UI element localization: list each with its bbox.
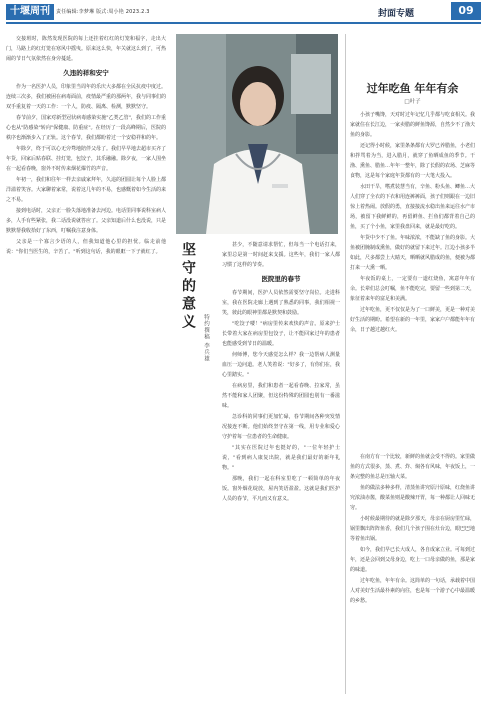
paragraph: 如今，我们早已长大成人，各自成家立业。可每到过年，还是会回到父母身边，吃上一口母亲做的鱼，那是家的味道。: [350, 547, 475, 573]
page-header: [0, 0, 487, 22]
article2-column2: [350, 452, 475, 698]
doctor-photo-illustration: [176, 34, 338, 234]
section-heading: 久违的祥和安宁: [63, 69, 109, 77]
paragraph: 年初一，我们和往年一样去亲戚家拜年，久违的团圆让每个人脸上都洋溢着笑容。大家聊着家常，说着这几年的不易，也感慨着如今生活的来之不易。: [6, 177, 166, 203]
paragraph: 春节前夕，国家对新型冠状病毒感染实施"乙类乙管"，我们的工作重心也从"防感染"转向"保健康、防重症"。在经历了一段高峰期后，医院的秩序也渐渐步入了正轨。这个春节，我们都盼着过一个安稳祥和的年。: [6, 115, 166, 141]
paragraph: 急诊科的同事们更加忙碌，春节期间各种突发情况接连不断。他们始终坚守在第一线，用专业和爱心守护着每一位患者的生命健康。: [222, 414, 340, 440]
section-title: 封面专题: [378, 9, 415, 19]
paragraph: 那晚，我们一起在科室里吃了一顿简单的年夜饭。窗外烟花绽放，屋内笑语盈盈。这就是我们医护人员的春节，平凡而又有意义。: [222, 476, 340, 502]
paragraph: 鱼的做法多种多样，清蒸鱼讲究原汁原味，红烧鱼讲究浓油赤酱，酸菜鱼则是酸辣开胃，每一种都让人回味无穷。: [350, 485, 475, 511]
article1-column1: [6, 34, 166, 698]
paragraph: 何师傅，您今天感觉怎么样？我一边帮病人测量血压一边问道。老人笑着说："好多了，有你们在，我心里踏实。": [222, 352, 340, 378]
article2-column1: [350, 110, 475, 450]
section-heading: 医院里的春节: [261, 275, 301, 283]
paragraph: 甚少，不随意请求帮忙，但每当一个电话打来，家里总是第一时间赶来支援。这些年，我们一家人都习惯了这样的节奏。: [222, 242, 340, 268]
paragraph: "吃饺子喽！"病房里传来欢快的声音。原来护士长带着大家在病房里包饺子，让不能回家过年的患者也能感受到节日的温暖。: [222, 321, 340, 347]
article1-title: 坚守的意义: [180, 242, 196, 332]
paragraph: 接到电话时，父亲正一脸失落地准备去河边。电话里同事说科室病人多，人手有些紧张，我二话没说就答应了。父亲知道后什么也没说，只是默默帮我收拾好了东西，叮嘱我注意身体。: [6, 208, 166, 234]
paragraph: 小孩子嘴馋，天对时过年记忆几乎都与吃食相关。我家就住在长江边，一家卖腊的鲜鱼馋源，自然少不了渔夫鱼的身影。: [350, 112, 475, 138]
masthead-brand: 十堰周刊: [6, 4, 54, 20]
article1-title-block: [178, 242, 216, 502]
article1-column2: [222, 240, 340, 698]
paragraph: 交接班时，陈然发现医院的每上还挂着红红的灯笼和福字，走出大门，马路上的红灯笼在寒风中摇曳。原来这么快，年关就这么到了，可热闹的节日气氛依然在身旁蔓延。: [6, 36, 166, 62]
paragraph: 春节期间，医护人员依然需要坚守岗位。走进科室，我在医院走廊上遇到了熟悉的同事，我们相视一笑，彼此的眼神里都是默契和鼓励。: [222, 290, 340, 316]
article2-author: □叶子: [404, 99, 421, 105]
paragraph: 过年吃鱼，更不仅仅是为了一口鲜美，更是一种对美好生活的期盼。希望在新的一年里，家家户户都能年年有余，日子越过越红火。: [350, 307, 475, 333]
article1-photo: [176, 34, 338, 234]
paragraph: 水田干旱，嗜煮装慧当有，辛鱼、粉头鱼、鲫鱼…大人们穿了全衣的下衣和用连裤裤面，孩子们则跟在一边旧惊上着热闹。放假的勇，直接接流水稳出鱼来运往水产市场，被留下我鲜鲜的，再留鲜鱼、拦鱼们都背着自己的鱼，买了个小鱼，家里我盘回来，就是最好吃的。: [350, 184, 475, 230]
paragraph: 过年吃鱼，年年有余。这简单的一句话，承载着中国人对美好生活最朴素的向往，也是每一个游子心中最温暖的乡愁。: [350, 578, 475, 604]
paragraph: 还记得小时候，家里条条都有大罗已养腊鱼，小老们和拌骂着为当，进入腊月，就穿了鱼晒成鱼的季节。干渔、熏鱼、腊鱼…年年一整年，除了长假的农场、芝麻等食物，这是每个家庭年货都有的一大笔大投入。: [350, 143, 475, 179]
page-number: 09: [451, 2, 481, 20]
paragraph: 小时候最期待的就是除夕那天，母亲在厨房里忙碌，锅里飘出阵阵鱼香，我们几个孩子围在灶台边，眼巴巴地等着鱼出锅。: [350, 516, 475, 542]
article1-byline: 特约撰稿 李兵雄: [203, 314, 209, 363]
editor-credits: 责任编辑:李梦琳 版式:周小艳 2023.2.3: [56, 9, 150, 15]
paragraph: 年除夕，终于可以心无旁骛地陪伴父母了。我们早早地去超市买齐了年货，回家后贴春联、挂灯笼，包饺子，其乐融融。除夕夜，一家人围坐在一起看春晚，窗外不时传来烟花爆竹的声音。: [6, 146, 166, 172]
paragraph: 父亲是一个寡言少语的人，但我知道他心里的担忧。临走前他说："你们当医生的，辛苦了。"听到这句话，我的眼眶一下子就红了。: [6, 239, 166, 255]
article2-title: 过年吃鱼 年年有余: [366, 82, 459, 95]
column-divider: [345, 34, 346, 694]
paragraph: 作为一名医护人员，印象里当周年的乐庆大多都在全民抗疫中度过。连续三次多，我们被困在病毒面前，疫情最严重的那两年，我与同事们的双手重复着一天的工作：一个人，防疫、隔离、检测，默默坚守。: [6, 84, 166, 110]
paragraph: 在病房里，我们和患者一起看春晚、拉家常，虽然不能和家人团聚，但这份特殊的团圆也别有一番滋味。: [222, 383, 340, 409]
paragraph: 年货中少不了鱼。年味浓浓，不能缺了鱼的身影。大鱼被团腌制成熏鱼，做好的就留下来过年。江边小孩多半如此，尺多都尝上大睛天，晒晒就风腊成的鱼，便被为都打来一大熏一晒。: [350, 235, 475, 271]
paragraph: 在南方有一个比较，新鲜的鱼就会受不得的。家里做鱼的方式很多，蒸、煮、炸、焖各有风味，年夜饭上，一条完整的鱼总是压轴大菜。: [350, 454, 475, 480]
paragraph: 年夜饭的桌上，一定要有一道红烧鱼，寓意年年有余。长辈们总会叮嘱，鱼不能吃完，要留一些到第二天，象征着来年的富足和美满。: [350, 276, 475, 302]
header-rule: [6, 22, 481, 24]
paragraph: "其实在医院过年也挺好的，"一位年轻护士说，"看到病人康复出院，就是我们最好的新年礼物。": [222, 445, 340, 471]
